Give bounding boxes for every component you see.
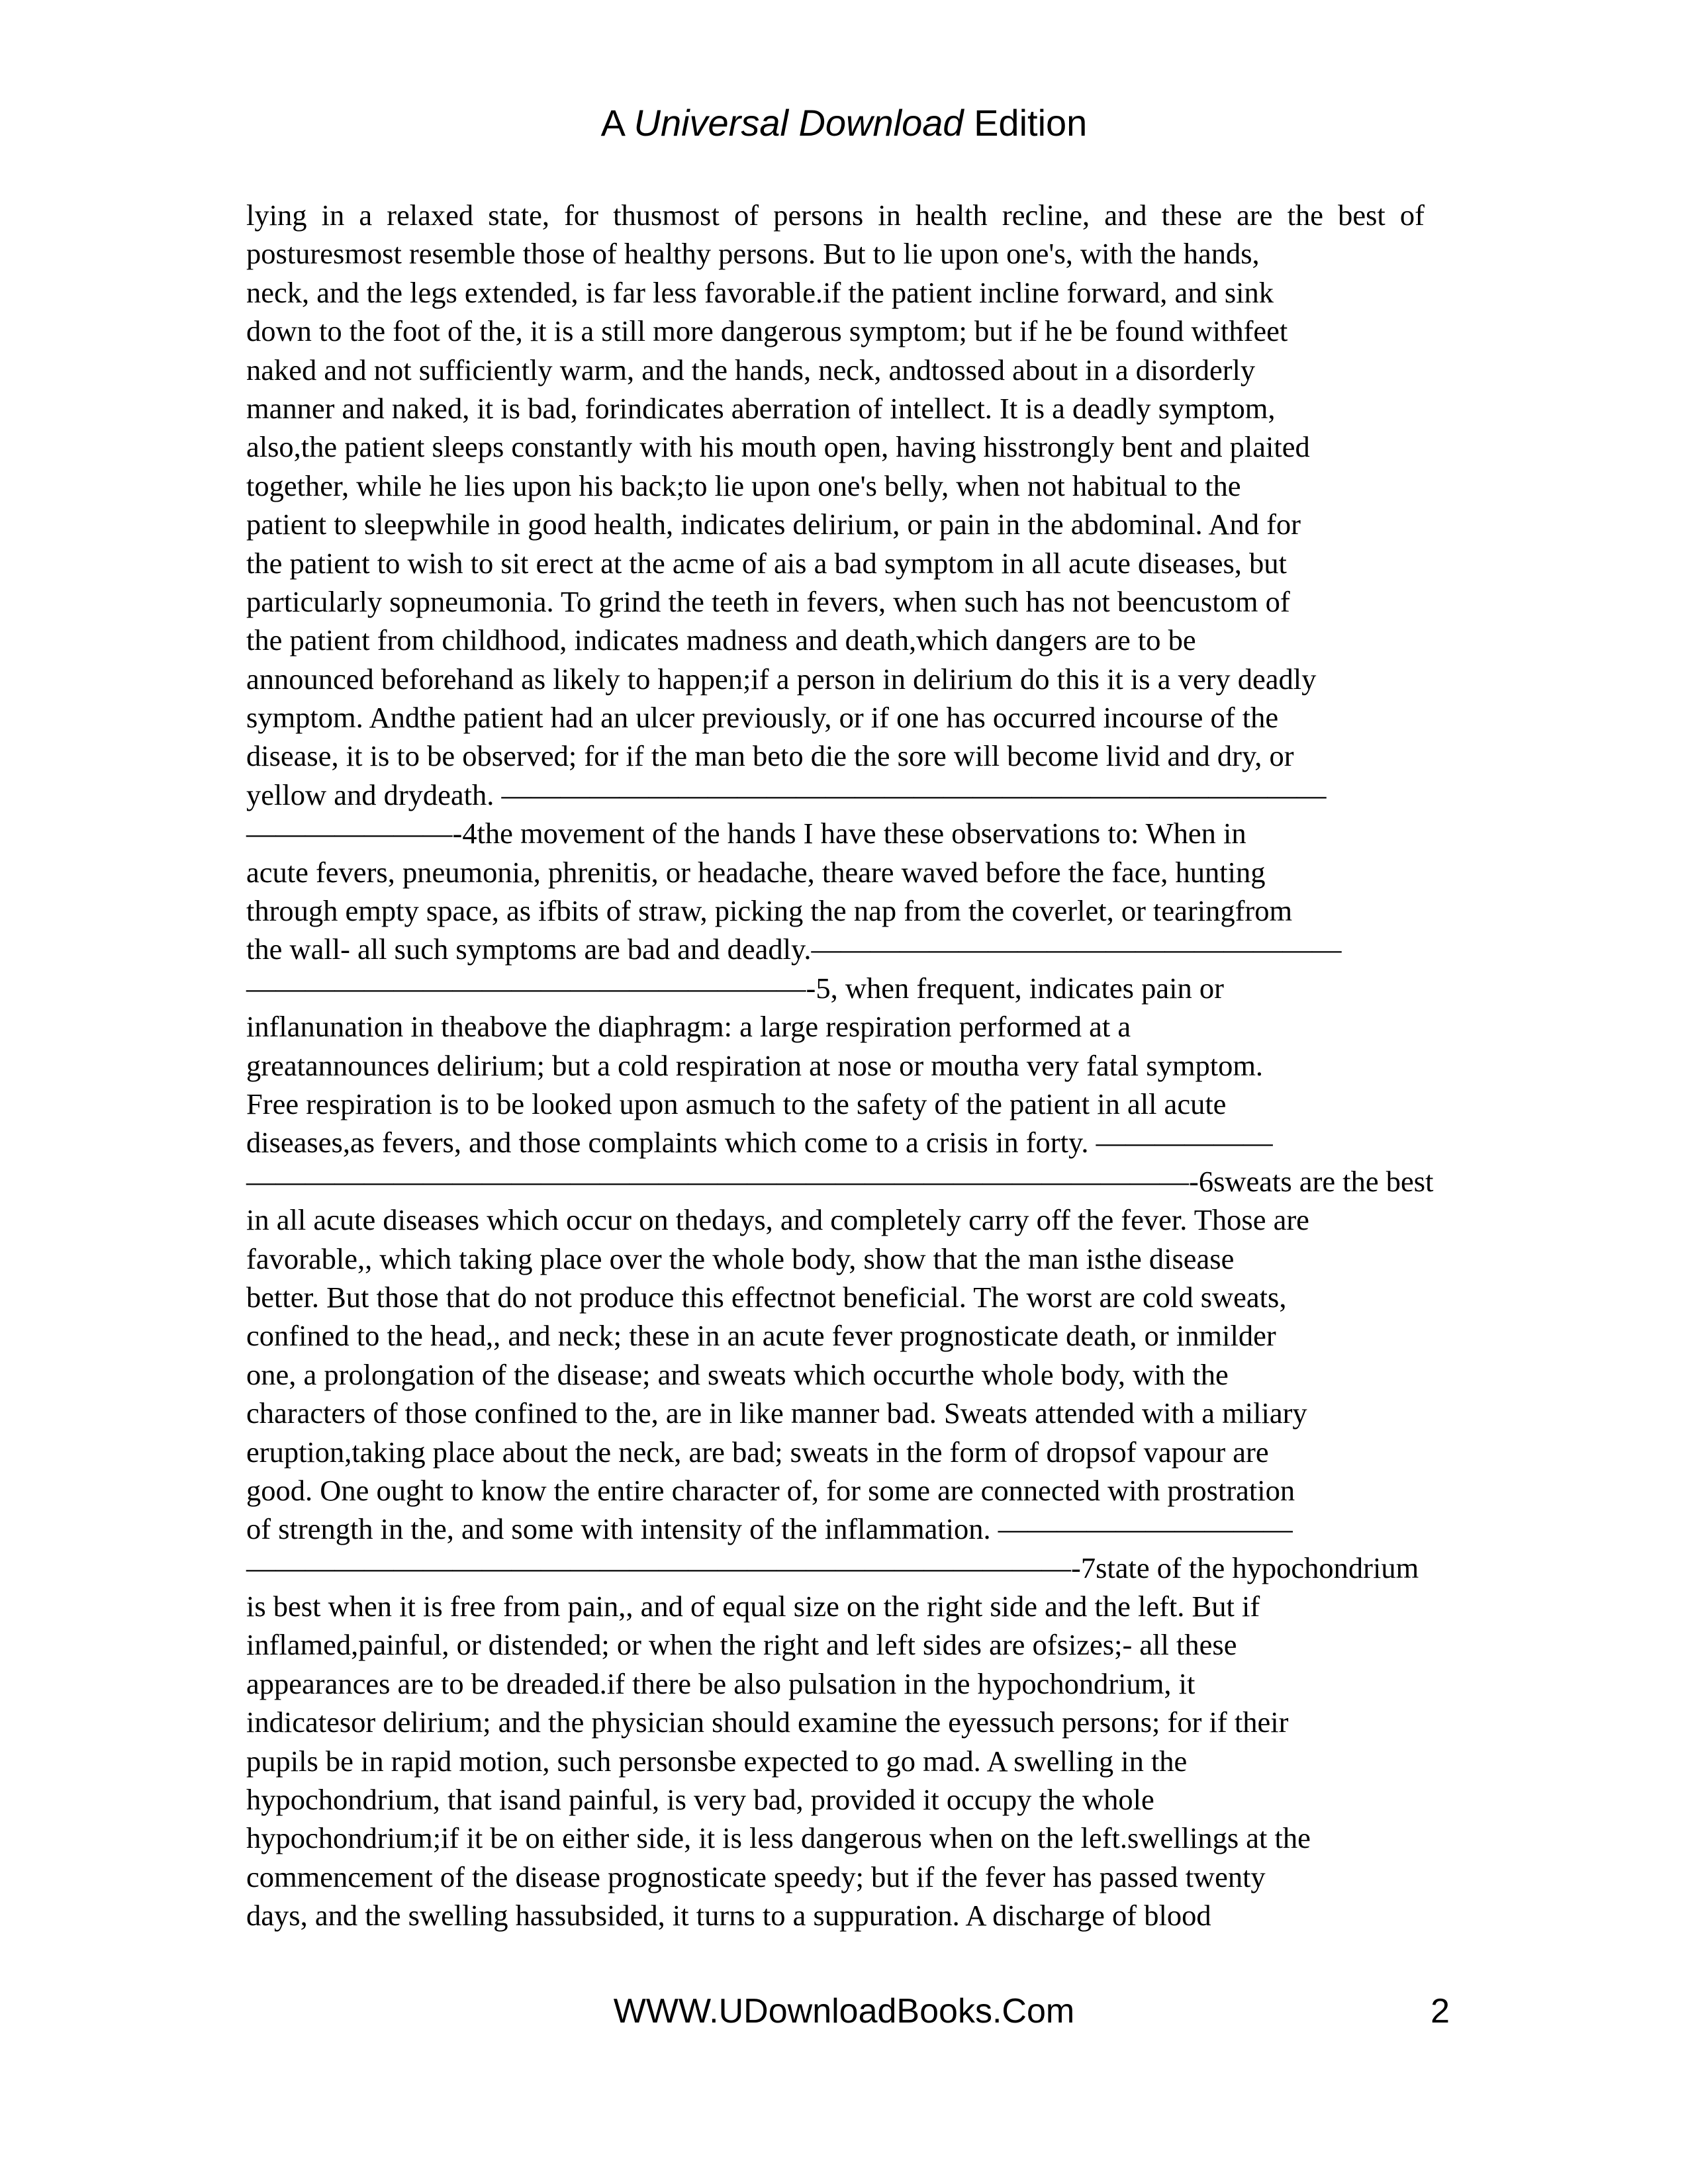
page-header — [0, 93, 1688, 154]
text-line: disease, it is to be observed; for if the man beto die the sore will become livid and dry, or — [246, 739, 1294, 773]
text-line: favorable,, which taking place over the whole body, show that the man isthe disease — [246, 1242, 1235, 1275]
text-line: naked and not sufficiently warm, and the hands, neck, andtossed about in a disorderly — [246, 353, 1256, 387]
text-line: the patient from childhood, indicates madness and death,which dangers are to be — [246, 623, 1196, 657]
text-line: the wall- all such symptoms are bad and deadly.—————————————————— — [246, 933, 1342, 966]
text-line: the patient to wish to sit erect at the acme of ais a bad symptom in all acute diseases, but — [246, 546, 1287, 580]
text-line: through empty space, as ifbits of straw, picking the nap from the coverlet, or tearingfrom — [246, 894, 1293, 928]
text-line: inflamed,painful, or distended; or when the right and left sides are ofsizes;- all these — [246, 1628, 1237, 1662]
text-line: confined to the head,, and neck; these in an acute fever prognosticate death, or inmilder — [246, 1319, 1276, 1353]
body-text — [246, 196, 1434, 1935]
footer-url: WWW.UDownloadBooks.Com — [613, 1992, 1075, 2030]
text-line: commencement of the disease prognosticate speedy; but if the fever has passed twenty — [246, 1860, 1266, 1893]
text-line: in all acute diseases which occur on thedays, and completely carry off the fever. Those are — [246, 1203, 1309, 1237]
text-line: also,the patient sleeps constantly with his mouth open, having hisstrongly bent and plaited — [246, 430, 1310, 464]
header-prefix: A — [600, 102, 634, 144]
text-line: ————————————————————————————————-6sweats are the best — [246, 1164, 1434, 1198]
text-line: patient to sleepwhile in good health, indicates delirium, or pain in the abdominal. And for — [246, 508, 1301, 541]
text-line: pupils be in rapid motion, such personsbe expected to go mad. A swelling in the — [246, 1744, 1188, 1778]
text-line: ————————————————————————————-7state of the hypochondrium — [246, 1551, 1419, 1584]
text-line: ———————-4the movement of the hands I have these observations to: When in — [246, 817, 1246, 850]
text-line: manner and naked, it is bad, forindicates aberration of intellect. It is a deadly symptom, — [246, 391, 1276, 425]
text-line: inflanunation in theabove the diaphragm: a large respiration performed at a — [246, 1010, 1131, 1044]
text-line: symptom. Andthe patient had an ulcer previously, or if one has occurred incourse of the — [246, 701, 1279, 735]
text-line: lying in a relaxed state, for thusmost of persons in health recline, and these are the best of — [246, 199, 1425, 232]
text-line: hypochondrium, that isand painful, is very bad, provided it occupy the whole — [246, 1783, 1154, 1817]
header-title-italic: Universal Download — [633, 102, 964, 144]
text-line: is best when it is free from pain,, and of equal size on the right side and the left. But if — [246, 1590, 1260, 1623]
text-line: of strength in the, and some with intensity of the inflammation. —————————— — [246, 1512, 1293, 1546]
text-line: appearances are to be dreaded.if there be also pulsation in the hypochondrium, it — [246, 1666, 1196, 1700]
text-line: characters of those confined to the, are in like manner bad. Sweats attended with a miliary — [246, 1396, 1307, 1430]
text-line: down to the foot of the, it is a still more dangerous symptom; but if he be found withfeet — [246, 314, 1288, 348]
text-line: neck, and the legs extended, is far less favorable.if the patient incline forward, and sink — [246, 275, 1274, 309]
page-number: 2 — [1430, 1992, 1450, 2030]
text-line: greatannounces delirium; but a cold respiration at nose or moutha very fatal symptom. — [246, 1048, 1264, 1082]
text-line: Free respiration is to be looked upon asmuch to the safety of the patient in all acute — [246, 1087, 1227, 1120]
text-line: posturesmost resemble those of healthy persons. But to lie upon one's, with the hands, — [246, 237, 1260, 271]
text-line: together, while he lies upon his back;to lie upon one's belly, when not habitual to the — [246, 469, 1241, 502]
header-suffix: Edition — [963, 102, 1088, 144]
text-line: one, a prolongation of the disease; and sweats which occurthe whole body, with the — [246, 1357, 1229, 1391]
text-line: yellow and drydeath. ———————————————————————————— — [246, 778, 1327, 811]
text-line: hypochondrium;if it be on either side, it is less dangerous when on the left.swellings at the — [246, 1821, 1311, 1855]
text-line: eruption,taking place about the neck, are bad; sweats in the form of dropsof vapour are — [246, 1435, 1269, 1469]
text-line: acute fevers, pneumonia, phrenitis, or headache, theare waved before the face, hunting — [246, 855, 1266, 889]
text-line: indicatesor delirium; and the physician should examine the eyessuch persons; for if their — [246, 1706, 1289, 1739]
text-line: diseases,as fevers, and those complaints which come to a crisis in forty. —————— — [246, 1126, 1273, 1160]
text-line: particularly sopneumonia. To grind the teeth in fevers, when such has not beencustom of — [246, 584, 1290, 618]
text-line: good. One ought to know the entire character of, for some are connected with prostration — [246, 1473, 1295, 1507]
text-line: days, and the swelling hassubsided, it turns to a suppuration. A discharge of blood — [246, 1899, 1211, 1933]
text-line: announced beforehand as likely to happen;if a person in delirium do this it is a very deadly — [246, 662, 1317, 696]
text-line: ———————————————————-5, when frequent, indicates pain or — [246, 971, 1224, 1005]
text-line: better. But those that do not produce this effectnot beneficial. The worst are cold sweats, — [246, 1280, 1287, 1314]
